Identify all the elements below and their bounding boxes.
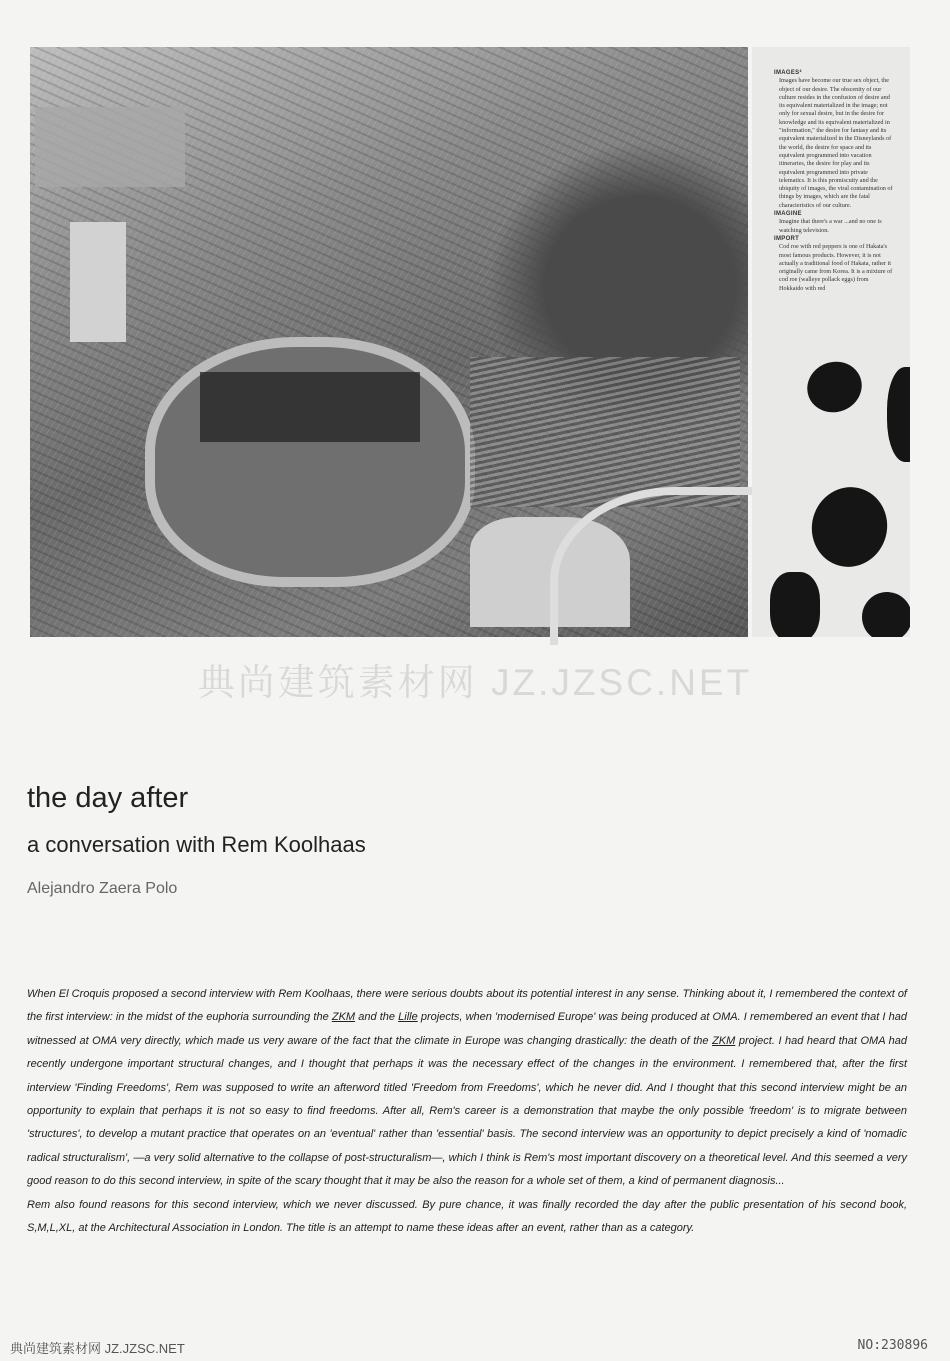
building-block: [35, 107, 185, 187]
sidebar-section-images: [774, 69, 894, 210]
highrise-building: [70, 222, 126, 342]
ink-stain: [770, 572, 820, 637]
stadium-roof-dark: [200, 372, 420, 442]
article-body: [27, 983, 907, 1240]
ink-stain: [862, 592, 910, 637]
article-title: the day after: [27, 782, 189, 814]
aerial-photo: [30, 47, 748, 637]
ink-stain: [887, 367, 910, 462]
zkm-reference: ZKM: [712, 1034, 736, 1047]
zkm-reference: ZKM: [331, 1011, 356, 1024]
sidebar-panel: [752, 47, 910, 637]
article-author: Alejandro Zaera Polo: [27, 880, 178, 897]
body-text: project. I had heard that OMA had recently undergone important structural changes, and I thought that perhaps it was the necessary effect of the changes in the environment. I remembered that, after the first interview 'Finding Freedoms', Rem was supposed to write an afterword titled 'Freedom from Freedoms', which he never did. And I thought that this second interview might be an opportunity to explain that perhaps it is not so easy to find freedoms. After all, Rem's career is a demonstration that maybe the only possible 'freedom' is to migrate between 'structures', to develop a mutant practice that operates on an 'eventual' rather than 'essential' basis. The second interview was an opportunity to depict precisely a kind of 'nomadic radical structuralism', —a very solid alternative to the collapse of post-structuralism—, which I think is Rem's most important discovery on a theoretical level. And this seemed a very good reason to do this second interview, in spite of the scary thought that it may be also the reason for a whole set of them, a kind of permanent diagnosis...: [27, 1034, 908, 1188]
footer-watermark: 典尚建筑素材网 JZ.JZSC.NET: [10, 1341, 185, 1356]
watermark-text: 典尚建筑素材网 JZ.JZSC.NET: [197, 662, 753, 703]
footer-id: NO:230896: [857, 1338, 928, 1353]
article-subtitle: a conversation with Rem Koolhaas: [27, 832, 366, 857]
railway-yard: [470, 357, 740, 507]
sidebar-section-imagine: [774, 210, 894, 235]
body-paragraph: Rem also found reasons for this second interview, which we never discussed. By pure chance, it was finally recorded the day after the public presentation of his second book, S,M,L,XL, at the Architectural Association in London. The title is an attempt to name these ideas after an event, rather than as a category.: [27, 1198, 907, 1235]
body-paragraph: [27, 983, 907, 1194]
road-curve: [550, 487, 758, 645]
ink-stain: [800, 354, 869, 420]
lille-reference: Lille: [398, 1011, 418, 1024]
sidebar-paragraph: Imagine that there's a war ...and no one is watching television.: [779, 218, 882, 234]
sidebar-text: [774, 69, 894, 293]
sidebar-paragraph: Images have become our true sex object, the object of our desire. The obscenity of our culture resides in the confusion of desire and its equivalent materialized in the image; not only for sexual desire, but in the desire for knowledge and its equivalent materialized in "information," the desire for fantasy and its equivalent materialized in the Disneylands of the world, the desire for space and its equivalent programmed into vacation itineraries, the desire for play and its equivalent programmed into private telematics. It is this promiscuity and the ubiquity of images, the viral contamination of things by images, which are the fatal characteristics of our culture.: [779, 77, 893, 209]
sidebar-heading: IMAGINE: [774, 211, 802, 218]
body-text: and the: [355, 1011, 399, 1024]
body-text: projects, when 'modernised Europe' was being produced at OMA. I remembered an event that I had witnessed at OMA very directly, which made us very aware of the fact that the climate in Europe was changing drastically: the death of the: [27, 1011, 907, 1047]
sidebar-heading: IMAGES²: [774, 70, 802, 76]
ink-stain: [803, 479, 896, 576]
sidebar-heading: IMPORT: [774, 235, 800, 242]
body-text: When El Croquis proposed a second interview with Rem Koolhaas, there were serious doubts about its potential interest in any sense. Thinking about it, I remembered the context of the first interview: in the midst of the euphoria surrounding the: [27, 988, 907, 1024]
sidebar-paragraph: Cod roe with red peppers is one of Hakata's most famous products. However, it is not actually a traditional food of Hakata, rather it originally came from Korea. It is a mixture of cod roe (walleye pollack eggs) from Hokkaido with red: [779, 243, 893, 292]
sidebar-section-import: [774, 235, 894, 293]
